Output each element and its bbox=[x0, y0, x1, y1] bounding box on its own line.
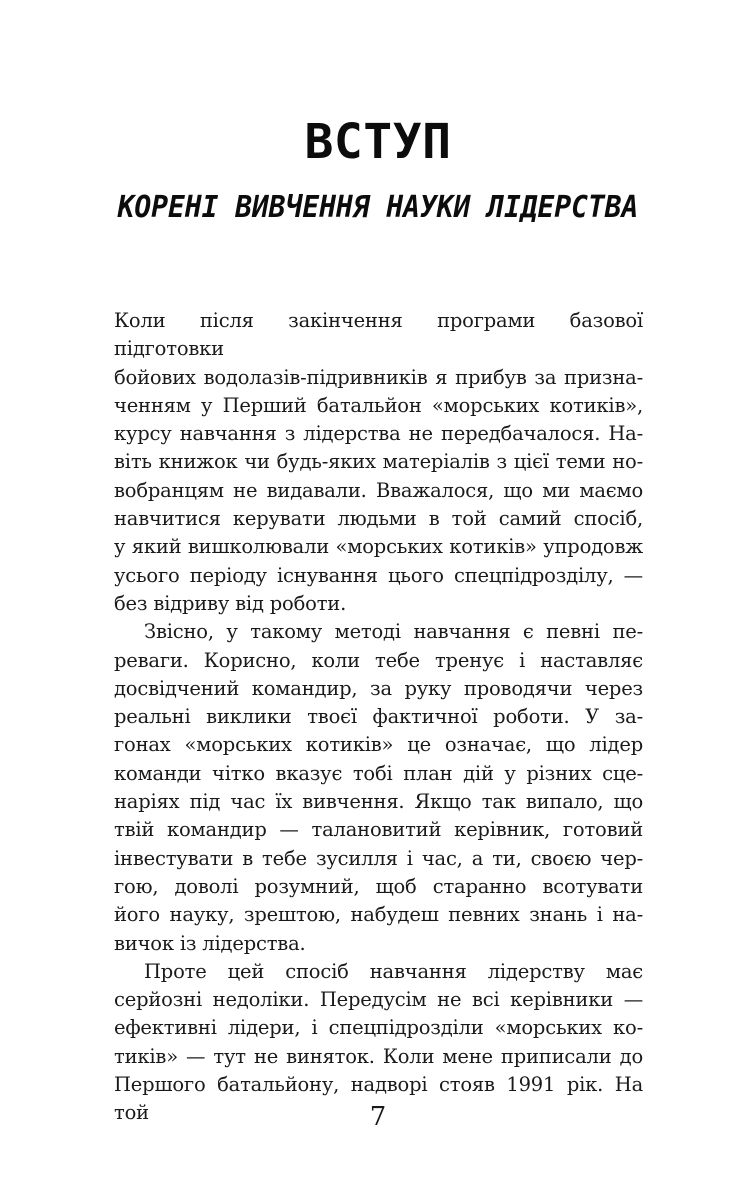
body-text bbox=[114, 307, 643, 1128]
chapter-title: ВСТУП bbox=[304, 114, 452, 170]
text-line: реваги. Корисно, коли тебе тренує і наставляє bbox=[114, 648, 643, 672]
text-line: досвідчений командир, за руку проводячи через bbox=[114, 676, 643, 700]
text-line: Коли після закінчення програми базової підготовки bbox=[114, 309, 643, 361]
text-line: ченням у Перший батальйон «морських котиків», bbox=[114, 393, 643, 417]
text-line: бойових водолазів-підривників я прибув за призна- bbox=[114, 365, 643, 389]
text-line: вичок із лідерства. bbox=[114, 931, 306, 955]
text-line: Першого батальйону, надворі стояв 1991 рік. На той bbox=[114, 1073, 643, 1125]
text-line: твій командир — талановитий керівник, готовий bbox=[114, 818, 643, 842]
text-line: інвестувати в тебе зусилля і час, а ти, своєю чер- bbox=[114, 846, 643, 870]
text-line: без відриву від роботи. bbox=[114, 591, 347, 615]
text-line: серйозні недоліки. Передусім не всі керівники — bbox=[114, 988, 643, 1012]
text-line: команди чітко вказує тобі план дій у різних сце- bbox=[114, 761, 643, 785]
text-line: його науку, зрештою, набудеш певних знань і на- bbox=[114, 903, 643, 927]
text-line: гою, доволі розумний, щоб старанно всотувати bbox=[114, 874, 643, 898]
text-line: віть книжок чи будь-яких матеріалів з цієї теми но- bbox=[114, 450, 643, 474]
text-line: Звісно, у такому методі навчання є певні пе- bbox=[144, 620, 643, 644]
page-number: 7 bbox=[369, 1102, 387, 1132]
text-line: навчитися керувати людьми в той самий спосіб, bbox=[114, 507, 643, 531]
text-line: усього періоду існування цього спецпідрозділу, — bbox=[114, 563, 643, 587]
text-line: у який вишколювали «морських котиків» упродовж bbox=[114, 535, 643, 559]
text-line: реальні виклики твоєї фактичної роботи. У за- bbox=[114, 705, 643, 729]
chapter-subtitle: КОРЕНІ ВИВЧЕННЯ НАУКИ ЛІДЕРСТВА bbox=[117, 190, 639, 225]
text-line: Проте цей спосіб навчання лідерству має bbox=[144, 959, 643, 983]
text-line: тиків» — тут не виняток. Коли мене приписали до bbox=[114, 1044, 643, 1068]
text-line: гонах «морських котиків» це означає, що лідер bbox=[114, 733, 643, 757]
text-line: наріях під час їх вивчення. Якщо так випало, що bbox=[114, 790, 643, 814]
text-line: вобранцям не видавали. Вважалося, що ми маємо bbox=[114, 478, 643, 502]
text-line: ефективні лідери, і спецпідрозділи «морських ко- bbox=[114, 1016, 643, 1040]
paragraph-1 bbox=[114, 307, 643, 618]
text-line: курсу навчання з лідерства не передбачалося. На- bbox=[114, 422, 643, 446]
paragraph-2 bbox=[114, 618, 643, 958]
